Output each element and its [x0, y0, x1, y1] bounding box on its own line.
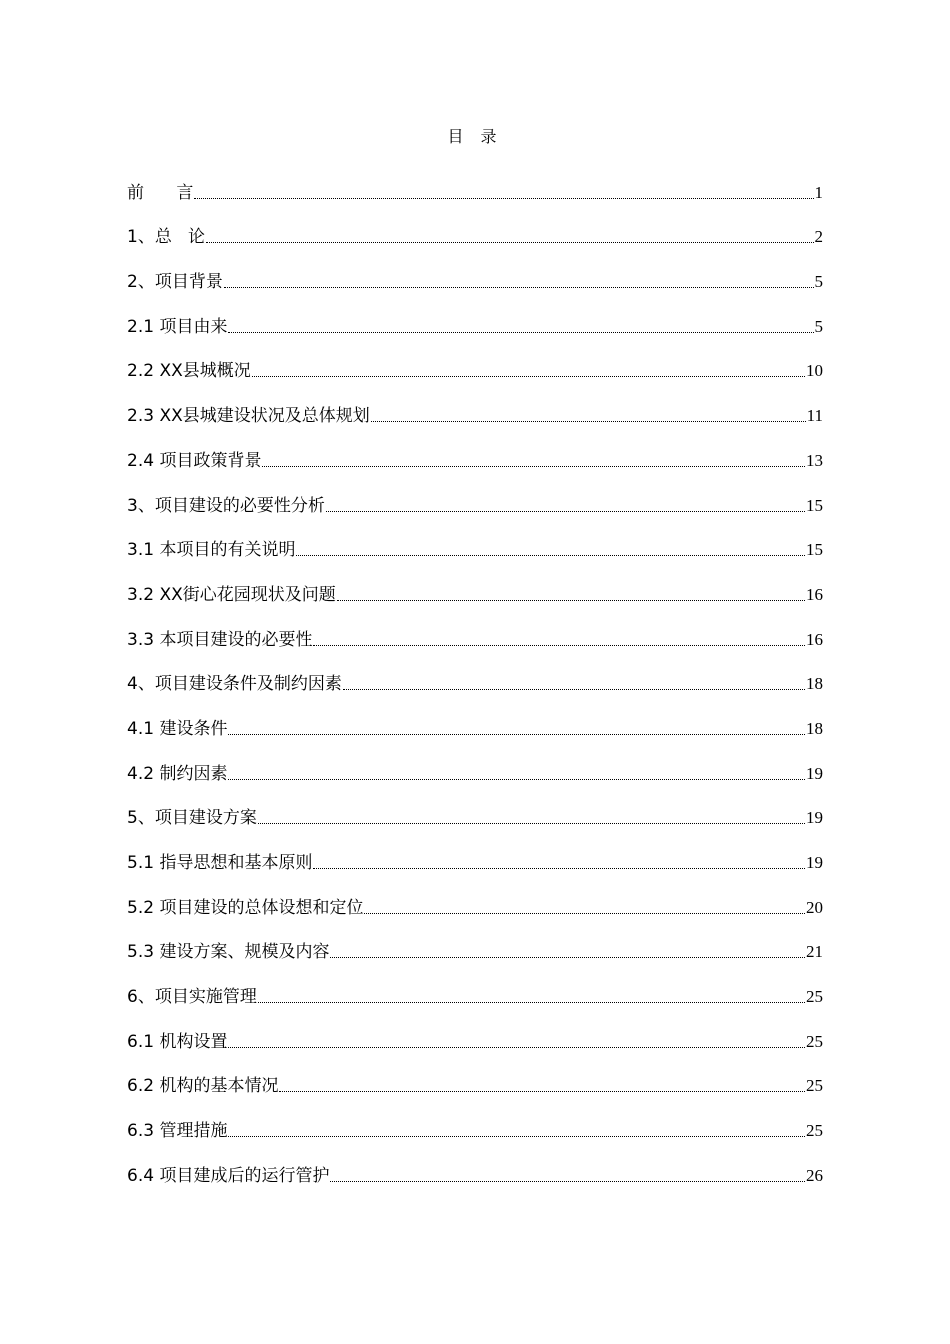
toc-entry-page: 25	[806, 1031, 823, 1051]
toc-entry[interactable]	[127, 707, 823, 752]
toc-entry[interactable]	[127, 305, 823, 350]
toc-leader-dots	[313, 644, 805, 646]
toc-leader-dots	[330, 1180, 805, 1182]
toc-entry[interactable]	[127, 394, 823, 439]
toc-entry[interactable]	[127, 573, 823, 618]
toc-leader-dots	[258, 1001, 805, 1003]
toc-entry-page: 19	[806, 763, 823, 783]
toc-entry-page: 13	[806, 450, 823, 470]
toc-entry[interactable]	[127, 260, 823, 305]
toc-entry-label: 2.4 项目政策背景	[127, 450, 262, 471]
toc-leader-dots	[371, 420, 806, 422]
toc-entry-page: 5	[814, 272, 823, 292]
toc-entry[interactable]	[127, 1154, 823, 1199]
toc-entry-label: 5、项目建设方案	[127, 808, 257, 829]
toc-entry-label: 5.3 建设方案、规模及内容	[127, 942, 330, 963]
toc-leader-dots	[343, 688, 805, 690]
toc-entry-page: 15	[806, 495, 823, 515]
toc-leader-dots	[364, 912, 805, 914]
toc-entry[interactable]	[127, 529, 823, 574]
toc-entry[interactable]	[127, 439, 823, 484]
toc-entry[interactable]	[127, 1065, 823, 1110]
toc-entry-label: 6、项目实施管理	[127, 987, 257, 1008]
toc-entry-page: 20	[806, 897, 823, 917]
toc-entry[interactable]	[127, 216, 823, 261]
toc-leader-dots	[326, 510, 805, 512]
toc-leader-dots	[279, 1090, 805, 1092]
toc-leader-dots	[228, 331, 813, 333]
toc-entry-page: 25	[806, 1076, 823, 1096]
toc-entry-page: 18	[806, 674, 823, 694]
toc-entry-page: 16	[806, 584, 823, 604]
toc-leader-dots	[228, 1135, 805, 1137]
toc-entry-page: 2	[814, 227, 823, 247]
toc-leader-dots	[252, 375, 805, 377]
toc-leader-dots	[262, 465, 805, 467]
toc-leader-dots	[337, 599, 805, 601]
toc-leader-dots	[224, 286, 814, 288]
toc-entry-page: 11	[806, 406, 823, 426]
toc-entry[interactable]	[127, 484, 823, 529]
toc-entry-page: 18	[806, 718, 823, 738]
toc-entry-page: 16	[806, 629, 823, 649]
toc-entry[interactable]	[127, 663, 823, 708]
toc-entry-label: 4.1 建设条件	[127, 718, 228, 739]
toc-entry-page: 25	[806, 1121, 823, 1141]
toc-entry[interactable]	[127, 841, 823, 886]
toc-entry-page: 19	[806, 808, 823, 828]
toc-entry-page: 26	[806, 1165, 823, 1185]
toc-entry-label: 2.2 XX县城概况	[127, 361, 251, 382]
toc-leader-dots	[330, 956, 805, 958]
toc-entry-page: 5	[814, 316, 823, 336]
toc-entry-page: 19	[806, 853, 823, 872]
toc-entry-label: 1、总 论	[127, 227, 206, 248]
toc-leader-dots	[228, 778, 805, 780]
toc-entry[interactable]	[127, 975, 823, 1020]
toc-entry-label: 6.4 项目建成后的运行管护	[127, 1165, 330, 1186]
toc-entry-label: 3.3 本项目建设的必要性	[127, 629, 313, 650]
toc-entry-label: 6.3 管理措施	[127, 1121, 228, 1142]
toc-entry-label: 2.1 项目由来	[127, 316, 228, 337]
toc-entry[interactable]	[127, 886, 823, 931]
toc-entry-label: 2.3 XX县城建设状况及总体规划	[127, 406, 370, 427]
toc-list	[127, 171, 823, 1199]
toc-entry-label: 3.1 本项目的有关说明	[127, 540, 296, 561]
toc-entry[interactable]	[127, 350, 823, 395]
toc-entry-label: 5.2 项目建设的总体设想和定位	[127, 897, 364, 918]
toc-entry-label: 3.2 XX街心花园现状及问题	[127, 584, 336, 605]
toc-entry-label: 4、项目建设条件及制约因素	[127, 674, 342, 695]
toc-entry-label: 前 言	[127, 182, 194, 203]
toc-entry-page: 25	[806, 987, 823, 1007]
toc-entry[interactable]	[127, 931, 823, 976]
toc-entry-label: 2、项目背景	[127, 272, 223, 293]
toc-entry[interactable]	[127, 752, 823, 797]
toc-leader-dots	[206, 241, 813, 243]
toc-entry-label: 4.2 制约因素	[127, 763, 228, 784]
toc-entry[interactable]	[127, 171, 823, 216]
toc-entry-label: 5.1 指导思想和基本原则	[127, 853, 313, 873]
toc-leader-dots	[228, 733, 805, 735]
toc-entry[interactable]	[127, 1020, 823, 1065]
toc-leader-dots	[296, 554, 805, 556]
toc-entry-page: 1	[814, 182, 823, 202]
toc-entry-label: 6.1 机构设置	[127, 1031, 228, 1052]
toc-entry-label: 6.2 机构的基本情况	[127, 1076, 279, 1097]
toc-entry-label: 3、项目建设的必要性分析	[127, 495, 325, 516]
toc-entry[interactable]	[127, 797, 823, 842]
toc-entry-page: 15	[806, 540, 823, 560]
toc-title: 目 录	[447, 127, 503, 146]
toc-entry-page: 10	[806, 361, 823, 381]
toc-entry[interactable]	[127, 1109, 823, 1154]
toc-leader-dots	[194, 197, 813, 199]
toc-entry[interactable]	[127, 618, 823, 663]
toc-leader-dots	[258, 822, 805, 824]
toc-leader-dots	[228, 1046, 805, 1048]
toc-entry-page: 21	[806, 942, 823, 962]
toc-leader-dots	[313, 867, 805, 869]
